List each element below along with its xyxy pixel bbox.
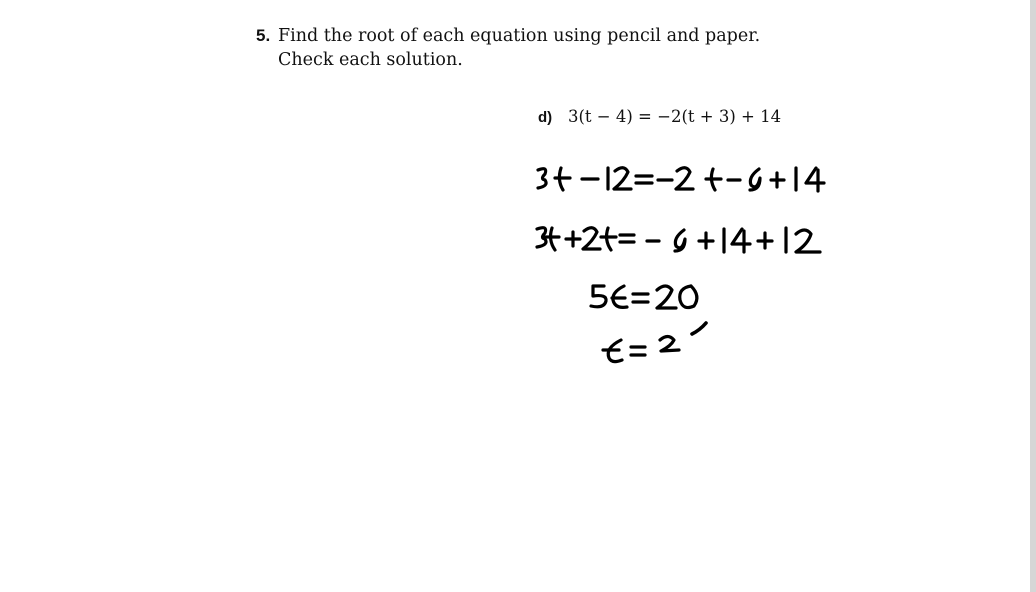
problem-line-2: Check each solution. xyxy=(278,50,463,70)
problem-instruction: Find the root of each equation using pencil and paper. xyxy=(278,26,761,46)
handwritten-step-4 xyxy=(603,323,706,362)
handwritten-step-3 xyxy=(591,286,697,308)
part-equation: 3(t − 4) = −2(t + 3) + 14 xyxy=(568,107,782,126)
problem-number: 5. xyxy=(256,26,271,45)
handwritten-step-2 xyxy=(537,228,820,252)
part-label: d) xyxy=(538,109,553,126)
handwritten-step-1 xyxy=(538,168,824,191)
